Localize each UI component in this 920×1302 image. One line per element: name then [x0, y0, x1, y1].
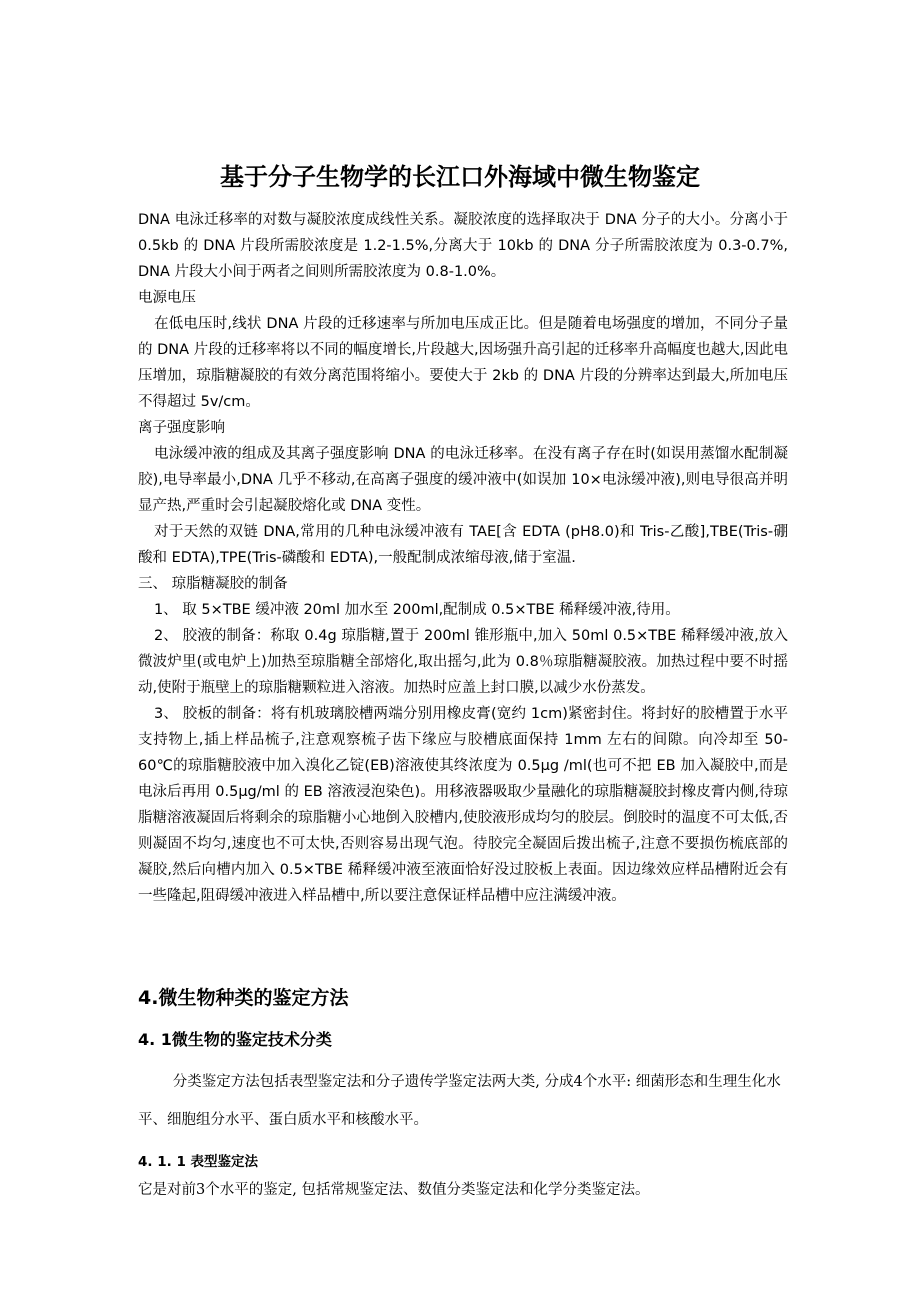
paragraph-buffers: 对于天然的双链 DNA,常用的几种电泳缓冲液有 TAE[含 EDTA (pH8.0)和 Tris-乙酸],TBE(Tris-硼酸和 EDTA),TPE(Tris-磷酸和 EDTA),一般配制成浓缩母液,储于室温. — [138, 524, 788, 566]
section-heading-4-1-1: 4. 1. 1 表型鉴定法 — [138, 1154, 259, 1170]
paragraph-phenotypic: 它是对前3个水平的鉴定, 包括常规鉴定法、数值分类鉴定法和化学分类鉴定法。 — [138, 1182, 650, 1198]
paragraph-classification: 分类鉴定方法包括表型鉴定法和分子遗传学鉴定法两大类, 分成4个水平: 细菌形态和生理生化水平、细胞组分水平、蛋白质水平和核酸水平。 — [138, 1074, 781, 1128]
paragraph-voltage: 在低电压时,线状 DNA 片段的迁移速率与所加电压成正比。但是随着电场强度的增加，不同分子量的 DNA 片段的迁移率将以不同的幅度增长,片段越大,因场强升高引起的迁移率升高幅度也越大,因此电压增加，琼脂糖凝胶的有效分离范围将缩小。要使大于 2kb 的 DNA 片段的分辨率达到最大,所加电压不得超过 5v/cm。 — [138, 316, 788, 410]
section-heading-4 — [138, 983, 348, 1013]
section-4-1-content — [138, 1063, 788, 1205]
list-item-step-2: 2、 胶液的制备：称取 0.4g 琼脂糖,置于 200ml 锥形瓶中,加入 50ml 0.5×TBE 稀释缓冲液,放入微波炉里(或电炉上)加热至琼脂糖全部熔化,取出摇匀,此为 0.8％琼脂糖凝胶液。加热过程中要不时摇动,使附于瓶壁上的琼脂糖颗粒进入溶液。加热时应盖上封口膜,以减少水份蒸发。 — [138, 628, 788, 696]
paragraph-gel-concentration: DNA 电泳迁移率的对数与凝胶浓度成线性关系。凝胶浓度的选择取决于 DNA 分子的大小。分离小于 0.5kb 的 DNA 片段所需胶浓度是 1.2-1.5%,分离大于 10kb 的 DNA 分子所需胶浓度为 0.3-0.7%, DNA 片段大小间于两者之间则所需胶浓度为 0.8-1.0%。 — [138, 212, 788, 280]
paragraph-ionic-strength: 电泳缓冲液的组成及其离子强度影响 DNA 的电泳迁移率。在没有离子存在时(如误用蒸馏水配制凝胶),电导率最小,DNA 几乎不移动,在高离子强度的缓冲液中(如误加 10×电泳缓冲液),则电导很高并明显产热,严重时会引起凝胶熔化或 DNA 变性。 — [138, 446, 788, 514]
list-item-step-1: 1、 取 5×TBE 缓冲液 20ml 加水至 200ml,配制成 0.5×TBE 稀释缓冲液,待用。 — [153, 602, 680, 618]
list-item-step-3: 3、 胶板的制备：将有机玻璃胶槽两端分别用橡皮膏(宽约 1cm)紧密封住。将封好的胶槽置于水平支持物上,插上样品梳子,注意观察梳子齿下缘应与胶槽底面保持 1mm 左右的间隙。向冷却至 50-60℃的琼脂糖胶液中加入溴化乙锭(EB)溶液使其终浓度为 0.5μg /ml(也可不把 EB 加入凝胶中,而是电泳后再用 0.5μg/ml 的 EB 溶液浸泡染色)。用移液器吸取少量融化的琼脂糖凝胶封橡皮膏内侧,待琼脂糖溶液凝固后将剩余的琼脂糖小心地倒入胶槽内,使胶液形成均匀的胶层。倒胶时的温度不可太低,否则凝固不均匀,速度也不可太快,否则容易出现气泡。待胶完全凝固后拨出梳子,注意不要损伤梳底部的凝胶,然后向槽内加入 0.5×TBE 稀释缓冲液至液面恰好没过胶板上表面。因边缘效应样品槽附近会有一些隆起,阻碍缓冲液进入样品槽中,所以要注意保证样品槽中应注满缓冲液。 — [138, 706, 788, 904]
section-heading-4-1: 4. 1微生物的鉴定技术分类 — [138, 1030, 332, 1049]
body-text — [138, 207, 788, 909]
document-title: 基于分子生物学的长江口外海域中微生物鉴定 — [220, 163, 700, 191]
subheading-ionic-strength: 离子强度影响 — [138, 420, 225, 436]
section-title: 微生物种类的鉴定方法 — [158, 987, 349, 1009]
subheading-voltage: 电源电压 — [138, 290, 196, 306]
section-heading-agarose: 三、 琼脂糖凝胶的制备 — [138, 576, 288, 592]
section-number: 4. — [138, 987, 159, 1009]
